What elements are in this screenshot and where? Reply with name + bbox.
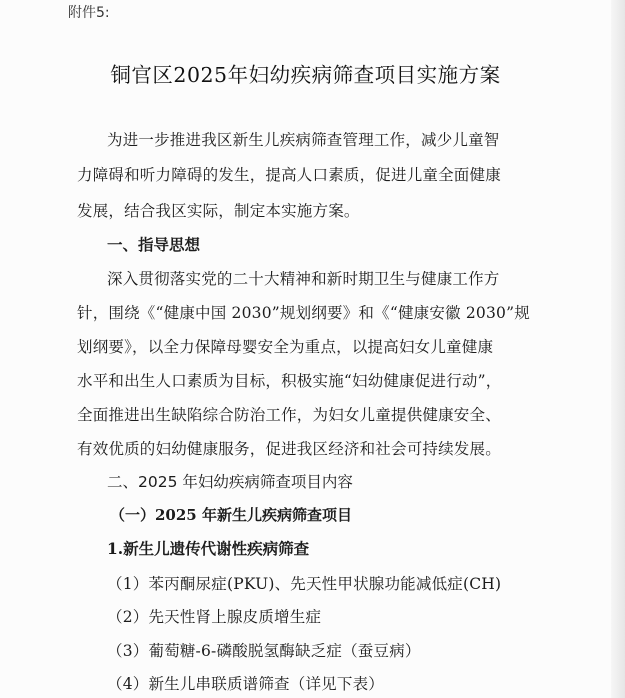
list-item-1: （1）苯丙酮尿症(PKU)、先天性甲状腺功能减低症(CH)	[107, 575, 502, 593]
attachment-label: 附件5:	[68, 5, 110, 21]
section-1-heading: 一、指导思想	[107, 236, 201, 254]
section-1-line-1: 深入贯彻落实党的二十大精神和新时期卫生与健康工作方	[107, 270, 500, 288]
section-1-line-2: 针，围绕《“健康中国 2030”规划纲要》和《“健康安徽 2030”规	[77, 304, 530, 322]
intro-line-2: 力障碍和听力障碍的发生，提高人口素质，促进儿童全面健康	[77, 166, 501, 184]
subsection-1-heading: （一）2025 年新生儿疾病筛查项目	[110, 506, 352, 524]
document-title: 铜官区2025年妇幼疾病筛查项目实施方案	[110, 63, 501, 87]
section-1-line-6: 有效优质的妇幼健康服务，促进我区经济和社会可持续发展。	[77, 440, 501, 458]
intro-line-1: 为进一步推进我区新生儿疾病筛查管理工作，减少儿童智	[107, 131, 500, 149]
section-1-line-5: 全面推进出生缺陷综合防治工作，为妇女儿童提供健康安全、	[77, 406, 501, 424]
section-1-line-4: 水平和出生人口素质为目标，积极实施“妇幼健康促进行动”，	[77, 372, 502, 390]
section-2-heading: 二、2025 年妇幼疾病筛查项目内容	[107, 473, 353, 491]
intro-line-3: 发展，结合我区实际，制定本实施方案。	[77, 202, 360, 220]
item-1-heading: 1.新生儿遗传代谢性疾病筛查	[107, 539, 310, 558]
section-1-line-3: 划纲要》，以全力保障母婴安全为重点，以提高妇女儿童健康	[77, 338, 494, 356]
list-item-2: （2）先天性肾上腺皮质增生症	[107, 608, 322, 626]
list-item-4: （4）新生儿串联质谱筛查（详见下表）	[107, 675, 384, 693]
page-edge-shadow	[611, 0, 625, 698]
list-item-3: （3）葡萄糖-6-磷酸脱氢酶缺乏症（蚕豆病）	[107, 642, 421, 660]
